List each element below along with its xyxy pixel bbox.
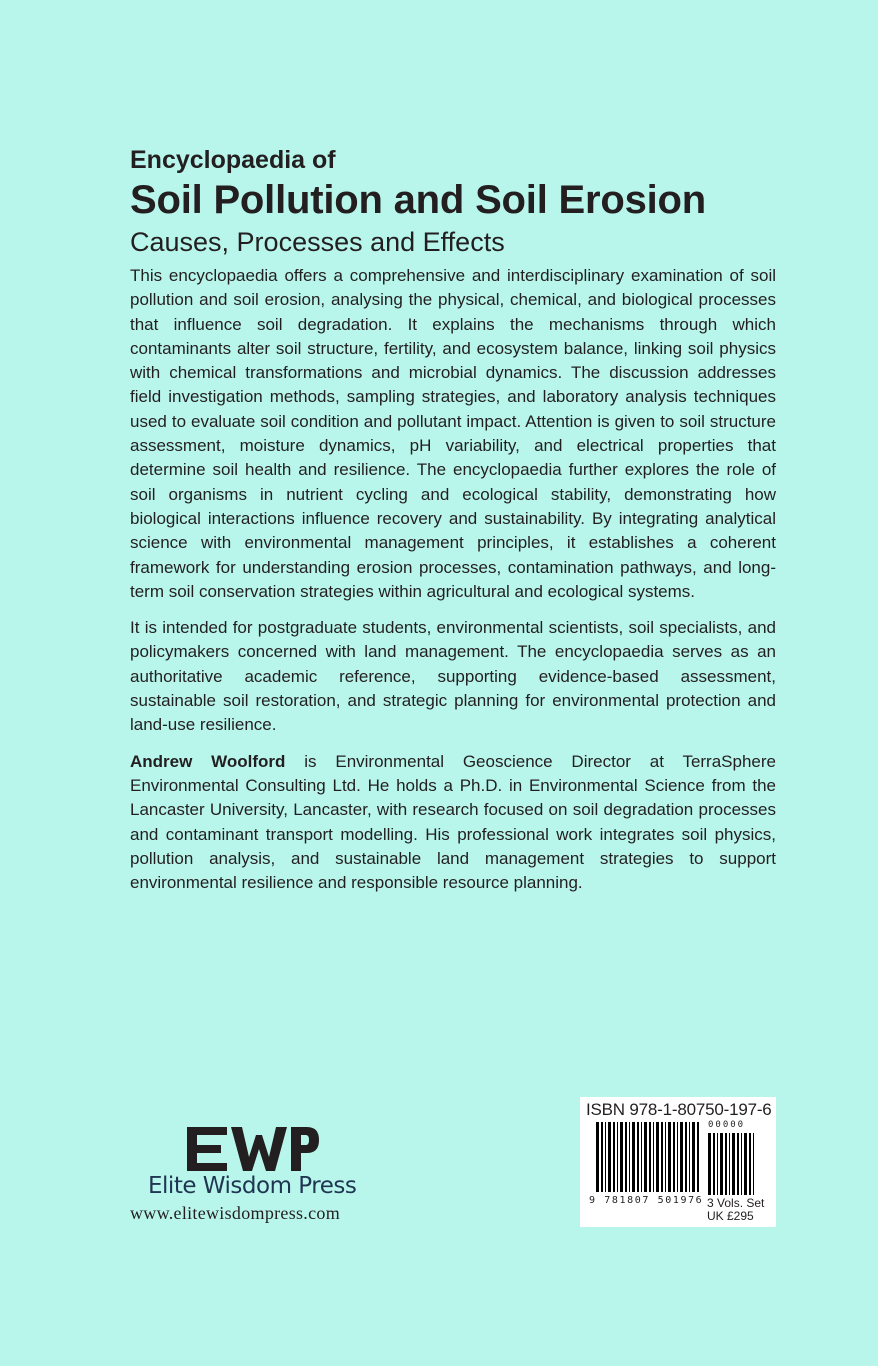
description-paragraph-1: This encyclopaedia offers a comprehensive and interdisciplinary examination of soil pollution and soil erosion, analysing the physical, chemical, and biological processes that influence soil degradation. It explains the mechanisms through which contaminants alter soil structure, fertility, and ecosystem balance, linking soil physics with chemical transformations and microbial dynamics. The discussion addresses field investigation methods, sampling strategies, and laboratory analysis techniques used to evaluate soil condition and pollutant impact. Attention is given to soil structure assessment, moisture dynamics, pH variability, and electrical properties that determine soil health and resilience. The encyclopaedia further explores the role of soil organisms in nutrient cycling and ecological stability, demonstrating how biological interactions influence recovery and sustainability. By integrating analytical science with environmental management principles, it establishes a coherent framework for understanding erosion processes, contamination pathways, and long-term soil conservation strategies within agricultural and ecological systems. bbox=[130, 266, 776, 601]
book-subtitle: Causes, Processes and Effects bbox=[130, 227, 505, 257]
description-paragraph-2: It is intended for postgraduate students, environmental scientists, soil specialists, and policymakers concerned with land management. The encyclopaedia serves as an authoritative academic reference, supporting evidence-based assessment, sustainable soil restoration, and strategic planning for environmental protection and land-use resilience. bbox=[130, 618, 776, 735]
author-name: Andrew Woolford bbox=[130, 751, 286, 771]
blurb bbox=[130, 264, 776, 907]
author-bio-text: is Environmental Geoscience Director at TerraSphere Environmental Consulting Ltd. He holds a Ph.D. in Environmental Science from the Lancaster University, Lancaster, with research focused on soil degradation processes and contaminant transport modelling. His professional work integrates soil physics, pollution analysis, and sustainable land management strategies to support environmental resilience and responsible resource planning. bbox=[130, 751, 776, 893]
ewp-logo bbox=[187, 1127, 319, 1171]
ean-digits: 9 781807 501976 bbox=[589, 1195, 704, 1206]
title-block bbox=[130, 145, 790, 259]
publisher-block bbox=[130, 1127, 380, 1224]
volume-count: 3 Vols. Set bbox=[707, 1196, 765, 1210]
addon-digits: 00000 bbox=[708, 1120, 746, 1130]
publisher-name: Elite Wisdom Press bbox=[148, 1173, 357, 1199]
publisher-url: www.elitewisdompress.com bbox=[130, 1203, 340, 1223]
title-prefix: Encyclopaedia of bbox=[130, 146, 336, 174]
isbn-label: ISBN 978-1-80750-197-6 bbox=[586, 1100, 772, 1119]
price-label: UK £295 bbox=[707, 1209, 754, 1223]
author-bio bbox=[130, 750, 776, 896]
barcode-panel bbox=[580, 1097, 776, 1227]
book-title: Soil Pollution and Soil Erosion bbox=[130, 178, 707, 222]
